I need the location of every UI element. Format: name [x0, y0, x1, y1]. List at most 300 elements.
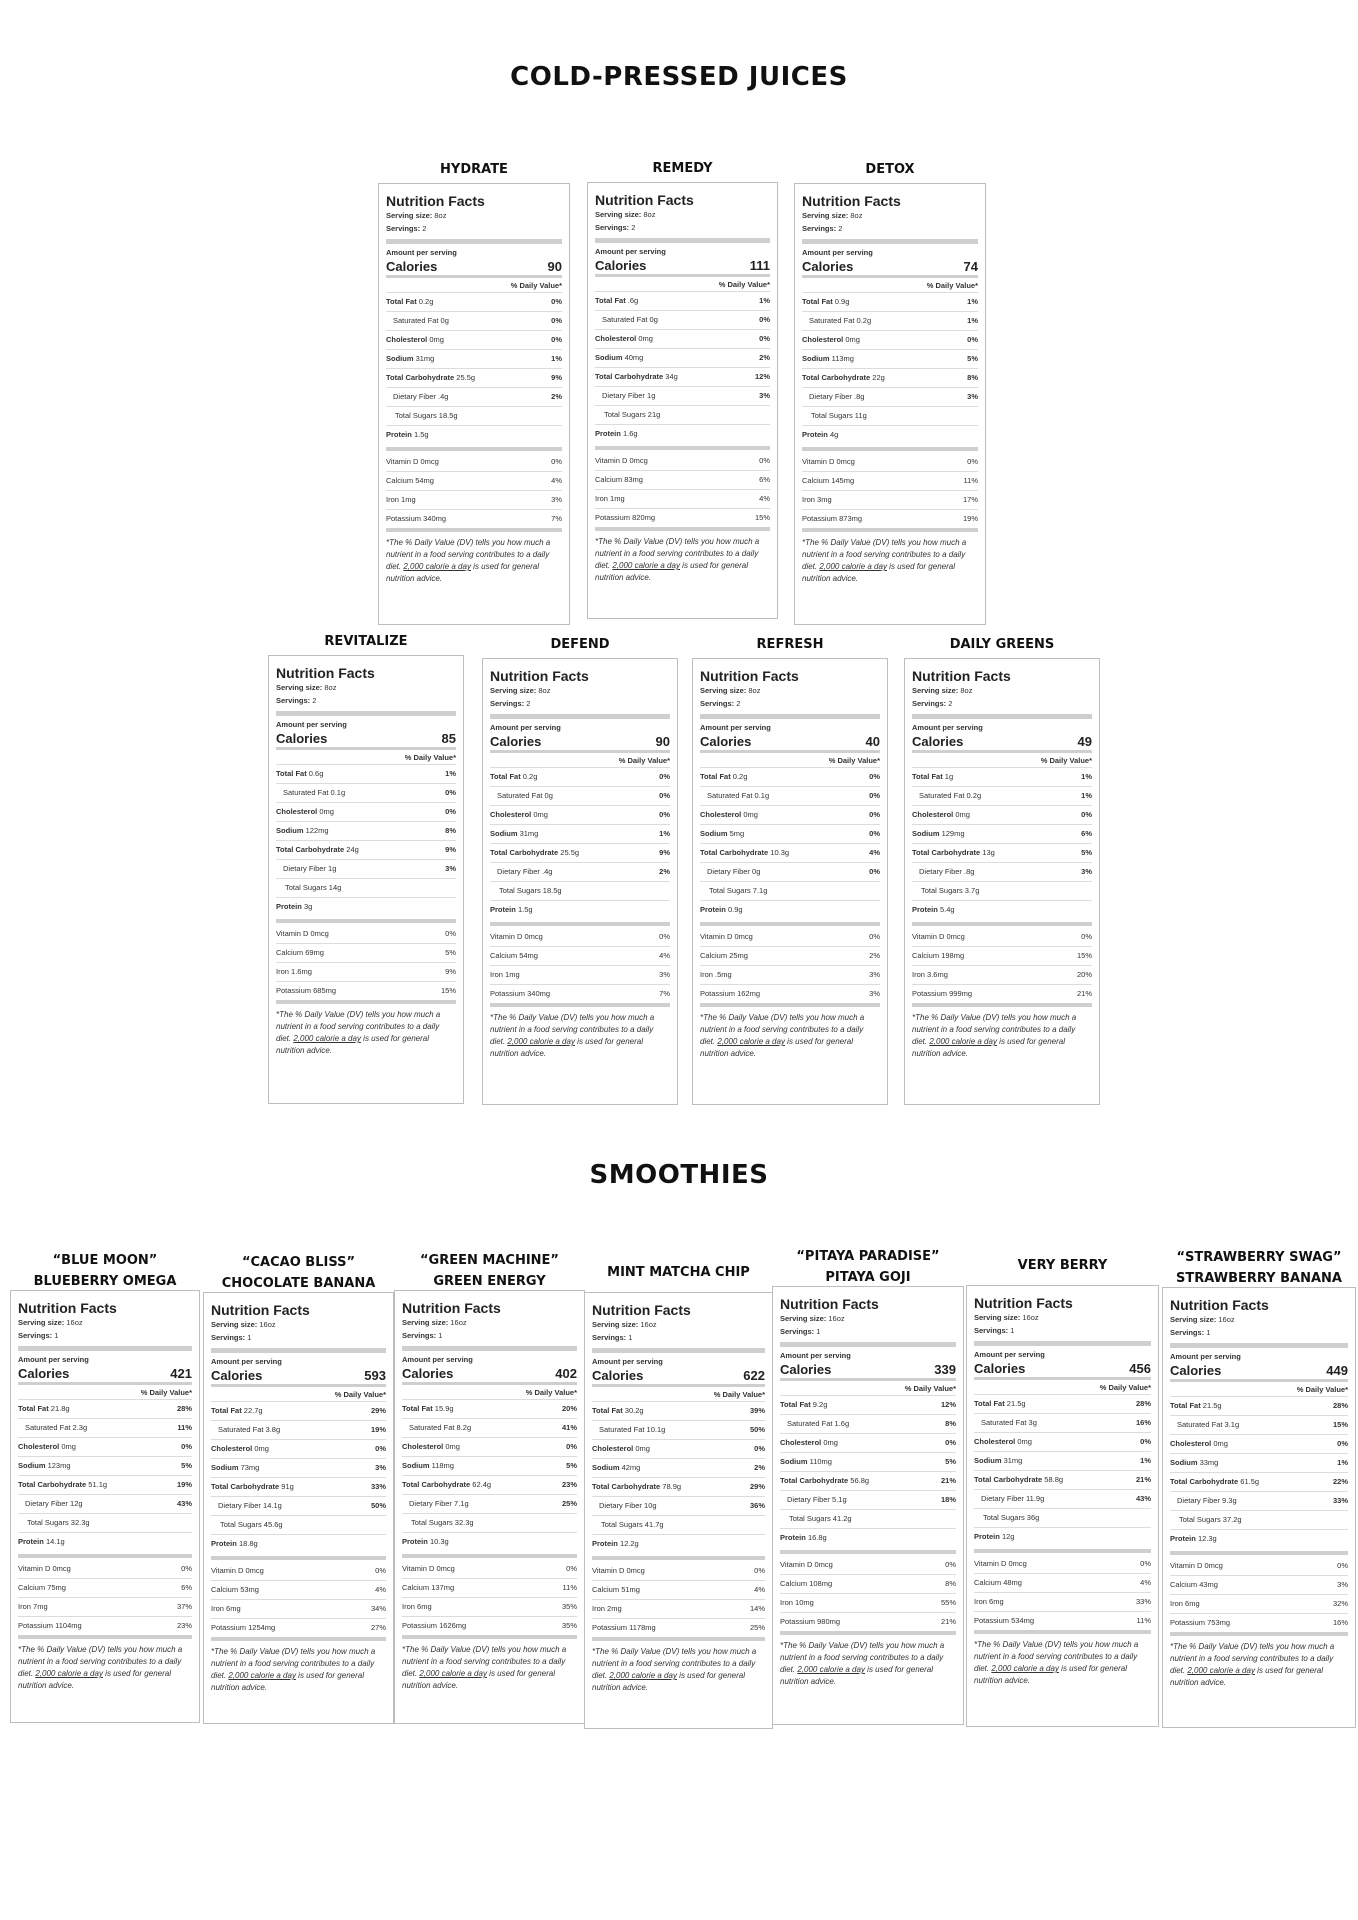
calories-row: [402, 1365, 577, 1382]
calories-row: [974, 1360, 1151, 1377]
amount-per-serving: Amount per serving: [1170, 1352, 1241, 1361]
calories-value: 90: [655, 734, 670, 749]
iron-row: Iron 1mg 3%: [490, 965, 670, 984]
calories-row: [912, 733, 1092, 750]
calories-row: [276, 730, 456, 747]
saturated-fat-row: Saturated Fat 0.2g 1%: [802, 311, 978, 330]
sodium-row: Sodium 42mg 2%: [592, 1458, 765, 1477]
nutrition-facts-panel: [378, 183, 570, 625]
calories-value: 622: [743, 1368, 765, 1383]
vitamin-d-row: Vitamin D 0mcg 0%: [386, 457, 562, 466]
cholesterol-row: Cholesterol 0mg 0%: [595, 329, 770, 348]
product-name: REFRESH: [756, 637, 824, 652]
product-card: [966, 1258, 1159, 1727]
sodium-row: Sodium 31mg 1%: [974, 1451, 1151, 1470]
calcium-row: Calcium 53mg 4%: [211, 1580, 386, 1599]
calcium-row: Calcium 25mg 2%: [700, 946, 880, 965]
potassium-row: Potassium 1626mg 35%: [402, 1616, 577, 1635]
vitamin-d-row: Vitamin D 0mcg 0%: [974, 1559, 1151, 1568]
vitamin-d-row: Vitamin D 0mcg 0%: [780, 1560, 956, 1569]
divider: [912, 922, 1092, 926]
total-fat-row: Total Fat 22.7g 29%: [211, 1401, 386, 1420]
product-card: [10, 1253, 200, 1723]
potassium-row: Potassium 340mg 7%: [490, 984, 670, 1003]
calcium-row: Calcium 43mg 3%: [1170, 1575, 1348, 1594]
divider: [490, 922, 670, 926]
serving-size-row: Serving size: 8oz: [490, 686, 551, 695]
calories-label: Calories: [802, 259, 854, 274]
serving-size-row: Serving size: 16oz: [402, 1318, 467, 1327]
product-card: [482, 637, 678, 1105]
divider: [700, 922, 880, 926]
daily-value-header: % Daily Value*: [1170, 1379, 1348, 1396]
calories-label: Calories: [18, 1366, 70, 1381]
calories-value: 339: [934, 1362, 956, 1377]
daily-value-footnote: *The % Daily Value (DV) tells you how much a nutrient in a food serving contributes to a daily diet. 2,000 calorie a day is used for general nutrition advice.: [974, 1630, 1151, 1687]
iron-row: Iron 1mg 3%: [386, 490, 562, 509]
vitamin-d-row: Vitamin D 0mcg 0%: [18, 1564, 192, 1573]
calcium-row: Calcium 137mg 11%: [402, 1578, 577, 1597]
daily-value-header: % Daily Value*: [402, 1382, 577, 1399]
servings-row: Servings: 1: [211, 1333, 252, 1342]
nutrition-facts-heading: Nutrition Facts: [780, 1296, 879, 1312]
total-carbohydrate-row: Total Carbohydrate 25.5g 9%: [490, 843, 670, 862]
cholesterol-row: Cholesterol 0mg 0%: [700, 805, 880, 824]
divider: [1170, 1551, 1348, 1555]
total-sugars-row: Total Sugars 32.3g: [402, 1513, 577, 1532]
divider: [592, 1348, 765, 1353]
iron-row: Iron 7mg 37%: [18, 1597, 192, 1616]
servings-row: Servings: 1: [18, 1331, 59, 1340]
daily-value-footnote: *The % Daily Value (DV) tells you how much a nutrient in a food serving contributes to a daily diet. 2,000 calorie a day is used for general nutrition advice.: [276, 1000, 456, 1057]
cholesterol-row: Cholesterol 0mg 0%: [802, 330, 978, 349]
calories-row: [595, 257, 770, 274]
total-sugars-row: Total Sugars 36g: [974, 1508, 1151, 1527]
calcium-row: Calcium 54mg 4%: [490, 946, 670, 965]
product-subtitle: BLUEBERRY OMEGA: [33, 1274, 177, 1289]
sodium-row: Sodium 123mg 5%: [18, 1456, 192, 1475]
product-card: [203, 1255, 394, 1724]
total-sugars-row: Total Sugars 3.7g: [912, 881, 1092, 900]
product-name: “GREEN MACHINE”: [420, 1253, 559, 1268]
iron-row: Iron 6mg 33%: [974, 1592, 1151, 1611]
nutrition-facts-panel: [904, 658, 1100, 1105]
servings-row: Servings: 2: [912, 699, 953, 708]
product-title: [1132, 1247, 1358, 1289]
serving-size-row: Serving size: 16oz: [780, 1314, 845, 1323]
calories-value: 456: [1129, 1361, 1151, 1376]
divider: [802, 447, 978, 451]
calories-label: Calories: [1170, 1363, 1222, 1378]
total-sugars-row: Total Sugars 41.7g: [592, 1515, 765, 1534]
divider: [276, 711, 456, 716]
nutrition-facts-heading: Nutrition Facts: [276, 665, 375, 681]
divider: [912, 714, 1092, 719]
servings-row: Servings: 2: [490, 699, 531, 708]
nutrition-facts-heading: Nutrition Facts: [974, 1295, 1073, 1311]
sodium-row: Sodium 5mg 0%: [700, 824, 880, 843]
product-card: [394, 1253, 585, 1724]
potassium-row: Potassium 1178mg 25%: [592, 1618, 765, 1637]
vitamin-d-row: Vitamin D 0mcg 0%: [592, 1566, 765, 1575]
dietary-fiber-row: Dietary Fiber 0g 0%: [700, 862, 880, 881]
divider: [490, 714, 670, 719]
total-fat-row: Total Fat 21.5g 28%: [1170, 1396, 1348, 1415]
serving-size-row: Serving size: 16oz: [1170, 1315, 1235, 1324]
calories-value: 40: [865, 734, 880, 749]
daily-value-footnote: *The % Daily Value (DV) tells you how much a nutrient in a food serving contributes to a daily diet. 2,000 calorie a day is used for general nutrition advice.: [402, 1635, 577, 1692]
dietary-fiber-row: Dietary Fiber 1g 3%: [276, 859, 456, 878]
iron-row: Iron 6mg 35%: [402, 1597, 577, 1616]
cholesterol-row: Cholesterol 0mg 0%: [974, 1432, 1151, 1451]
dietary-fiber-row: Dietary Fiber 1g 3%: [595, 386, 770, 405]
sodium-row: Sodium 113mg 5%: [802, 349, 978, 368]
divider: [386, 447, 562, 451]
vitamin-d-row: Vitamin D 0mcg 0%: [211, 1566, 386, 1575]
total-fat-row: Total Fat 15.9g 20%: [402, 1399, 577, 1418]
total-sugars-row: Total Sugars 14g: [276, 878, 456, 897]
daily-value-footnote: *The % Daily Value (DV) tells you how much a nutrient in a food serving contributes to a daily diet. 2,000 calorie a day is used for general nutrition advice.: [490, 1003, 670, 1060]
serving-size-row: Serving size: 8oz: [912, 686, 973, 695]
iron-row: Iron 3mg 17%: [802, 490, 978, 509]
vitamin-d-row: Vitamin D 0mcg 0%: [276, 929, 456, 938]
nutrition-facts-panel: [268, 655, 464, 1104]
daily-value-header: % Daily Value*: [974, 1377, 1151, 1394]
divider: [402, 1554, 577, 1558]
cholesterol-row: Cholesterol 0mg 0%: [18, 1437, 192, 1456]
nutrition-facts-heading: Nutrition Facts: [1170, 1297, 1269, 1313]
divider: [595, 446, 770, 450]
potassium-row: Potassium 753mg 16%: [1170, 1613, 1348, 1632]
saturated-fat-row: Saturated Fat 0.1g 0%: [276, 783, 456, 802]
amount-per-serving: Amount per serving: [490, 723, 561, 732]
calories-row: [386, 258, 562, 275]
daily-value-header: % Daily Value*: [490, 750, 670, 767]
cholesterol-row: Cholesterol 0mg 0%: [912, 805, 1092, 824]
total-carbohydrate-row: Total Carbohydrate 91g 33%: [211, 1477, 386, 1496]
servings-row: Servings: 2: [276, 696, 317, 705]
nutrition-facts-panel: [587, 182, 778, 619]
daily-value-header: % Daily Value*: [386, 275, 562, 292]
product-name: DEFEND: [550, 637, 610, 652]
servings-row: Servings: 1: [974, 1326, 1015, 1335]
product-name: “CACAO BLISS”: [241, 1255, 356, 1270]
calcium-row: Calcium 75mg 6%: [18, 1578, 192, 1597]
serving-size-row: Serving size: 16oz: [211, 1320, 276, 1329]
iron-row: Iron 6mg 34%: [211, 1599, 386, 1618]
calories-row: [700, 733, 880, 750]
nutrition-facts-heading: Nutrition Facts: [402, 1300, 501, 1316]
calories-row: [490, 733, 670, 750]
protein-row: Protein 14.1g: [18, 1532, 192, 1551]
divider: [211, 1556, 386, 1560]
dietary-fiber-row: Dietary Fiber 10g 36%: [592, 1496, 765, 1515]
daily-value-header: % Daily Value*: [276, 747, 456, 764]
total-fat-row: Total Fat 1g 1%: [912, 767, 1092, 786]
total-carbohydrate-row: Total Carbohydrate 13g 5%: [912, 843, 1092, 862]
daily-value-footnote: *The % Daily Value (DV) tells you how much a nutrient in a food serving contributes to a daily diet. 2,000 calorie a day is used for general nutrition advice.: [802, 528, 978, 585]
vitamin-d-row: Vitamin D 0mcg 0%: [700, 932, 880, 941]
nutrition-facts-heading: Nutrition Facts: [700, 668, 799, 684]
iron-row: Iron 1.6mg 9%: [276, 962, 456, 981]
protein-row: Protein 10.3g: [402, 1532, 577, 1551]
divider: [780, 1550, 956, 1554]
nutrition-facts-panel: [394, 1290, 585, 1724]
servings-row: Servings: 1: [1170, 1328, 1211, 1337]
nutrition-facts-heading: Nutrition Facts: [386, 193, 485, 209]
nutrition-facts-heading: Nutrition Facts: [802, 193, 901, 209]
calories-label: Calories: [700, 734, 752, 749]
servings-row: Servings: 2: [802, 224, 843, 233]
serving-size-row: Serving size: 8oz: [386, 211, 447, 220]
potassium-row: Potassium 999mg 21%: [912, 984, 1092, 1003]
dietary-fiber-row: Dietary Fiber 12g 43%: [18, 1494, 192, 1513]
sodium-row: Sodium 33mg 1%: [1170, 1453, 1348, 1472]
nutrition-facts-heading: Nutrition Facts: [490, 668, 589, 684]
juices-section-title: COLD-PRESSED JUICES: [510, 62, 848, 92]
calories-value: 421: [170, 1366, 192, 1381]
product-name: REVITALIZE: [324, 634, 408, 649]
serving-size-row: Serving size: 8oz: [595, 210, 656, 219]
protein-row: Protein 1.6g: [595, 424, 770, 443]
nutrition-facts-heading: Nutrition Facts: [912, 668, 1011, 684]
total-fat-row: Total Fat 0.2g 0%: [490, 767, 670, 786]
total-fat-row: Total Fat 0.2g 0%: [386, 292, 562, 311]
total-fat-row: Total Fat 0.6g 1%: [276, 764, 456, 783]
nutrition-facts-heading: Nutrition Facts: [595, 192, 694, 208]
calories-label: Calories: [595, 258, 647, 273]
product-name: MINT MATCHA CHIP: [607, 1265, 750, 1280]
total-sugars-row: Total Sugars 18.5g: [490, 881, 670, 900]
calories-label: Calories: [402, 1366, 454, 1381]
nutrition-facts-panel: [10, 1290, 200, 1723]
divider: [211, 1348, 386, 1353]
protein-row: Protein 12.2g: [592, 1534, 765, 1553]
amount-per-serving: Amount per serving: [276, 720, 347, 729]
daily-value-header: % Daily Value*: [592, 1384, 765, 1401]
dietary-fiber-row: Dietary Fiber .8g 3%: [912, 862, 1092, 881]
protein-row: Protein 18.8g: [211, 1534, 386, 1553]
calories-row: [211, 1367, 386, 1384]
potassium-row: Potassium 162mg 3%: [700, 984, 880, 1003]
divider: [700, 714, 880, 719]
divider: [1170, 1343, 1348, 1348]
amount-per-serving: Amount per serving: [402, 1355, 473, 1364]
protein-row: Protein 0.9g: [700, 900, 880, 919]
saturated-fat-row: Saturated Fat 10.1g 50%: [592, 1420, 765, 1439]
cholesterol-row: Cholesterol 0mg 0%: [386, 330, 562, 349]
sodium-row: Sodium 40mg 2%: [595, 348, 770, 367]
product-card: [1162, 1250, 1356, 1728]
sodium-row: Sodium 129mg 6%: [912, 824, 1092, 843]
total-sugars-row: Total Sugars 18.5g: [386, 406, 562, 425]
protein-row: Protein 1.5g: [386, 425, 562, 444]
servings-row: Servings: 2: [386, 224, 427, 233]
divider: [595, 238, 770, 243]
daily-value-footnote: *The % Daily Value (DV) tells you how much a nutrient in a food serving contributes to a daily diet. 2,000 calorie a day is used for general nutrition advice.: [595, 527, 770, 584]
nutrition-facts-panel: [966, 1285, 1159, 1727]
total-carbohydrate-row: Total Carbohydrate 34g 12%: [595, 367, 770, 386]
potassium-row: Potassium 980mg 21%: [780, 1612, 956, 1631]
calcium-row: Calcium 198mg 15%: [912, 946, 1092, 965]
daily-value-header: % Daily Value*: [780, 1378, 956, 1395]
amount-per-serving: Amount per serving: [802, 248, 873, 257]
nutrition-facts-heading: Nutrition Facts: [211, 1302, 310, 1318]
sodium-row: Sodium 118mg 5%: [402, 1456, 577, 1475]
amount-per-serving: Amount per serving: [780, 1351, 851, 1360]
dietary-fiber-row: Dietary Fiber 11.9g 43%: [974, 1489, 1151, 1508]
saturated-fat-row: Saturated Fat 2.3g 11%: [18, 1418, 192, 1437]
nutrition-facts-panel: [584, 1292, 773, 1729]
calories-label: Calories: [211, 1368, 263, 1383]
cholesterol-row: Cholesterol 0mg 0%: [1170, 1434, 1348, 1453]
daily-value-header: % Daily Value*: [211, 1384, 386, 1401]
servings-row: Servings: 1: [402, 1331, 443, 1340]
total-sugars-row: Total Sugars 21g: [595, 405, 770, 424]
potassium-row: Potassium 873mg 19%: [802, 509, 978, 528]
cholesterol-row: Cholesterol 0mg 0%: [211, 1439, 386, 1458]
divider: [780, 1342, 956, 1347]
calories-label: Calories: [780, 1362, 832, 1377]
servings-row: Servings: 2: [700, 699, 741, 708]
dietary-fiber-row: Dietary Fiber .8g 3%: [802, 387, 978, 406]
product-card: [268, 634, 464, 1104]
calories-row: [802, 258, 978, 275]
calories-label: Calories: [912, 734, 964, 749]
daily-value-footnote: *The % Daily Value (DV) tells you how much a nutrient in a food serving contributes to a daily diet. 2,000 calorie a day is used for general nutrition advice.: [1170, 1632, 1348, 1689]
total-fat-row: Total Fat 9.2g 12%: [780, 1395, 956, 1414]
product-card: [378, 162, 570, 625]
serving-size-row: Serving size: 8oz: [700, 686, 761, 695]
calories-label: Calories: [386, 259, 438, 274]
daily-value-footnote: *The % Daily Value (DV) tells you how much a nutrient in a food serving contributes to a daily diet. 2,000 calorie a day is used for general nutrition advice.: [211, 1637, 386, 1694]
sodium-row: Sodium 31mg 1%: [386, 349, 562, 368]
daily-value-footnote: *The % Daily Value (DV) tells you how much a nutrient in a food serving contributes to a daily diet. 2,000 calorie a day is used for general nutrition advice.: [386, 528, 562, 585]
total-sugars-row: Total Sugars 11g: [802, 406, 978, 425]
cholesterol-row: Cholesterol 0mg 0%: [780, 1433, 956, 1452]
total-carbohydrate-row: Total Carbohydrate 58.8g 21%: [974, 1470, 1151, 1489]
cholesterol-row: Cholesterol 0mg 0%: [276, 802, 456, 821]
nutrition-facts-panel: [692, 658, 888, 1105]
calcium-row: Calcium 145mg 11%: [802, 471, 978, 490]
servings-row: Servings: 1: [780, 1327, 821, 1336]
total-carbohydrate-row: Total Carbohydrate 10.3g 4%: [700, 843, 880, 862]
protein-row: Protein 12.3g: [1170, 1529, 1348, 1548]
iron-row: Iron 6mg 32%: [1170, 1594, 1348, 1613]
daily-value-header: % Daily Value*: [18, 1382, 192, 1399]
total-fat-row: Total Fat .6g 1%: [595, 291, 770, 310]
calories-row: [18, 1365, 192, 1382]
nutrition-facts-heading: Nutrition Facts: [18, 1300, 117, 1316]
potassium-row: Potassium 1254mg 27%: [211, 1618, 386, 1637]
nutrition-facts-panel: [794, 183, 986, 625]
calories-row: [1170, 1362, 1348, 1379]
product-card: [587, 161, 778, 619]
calories-row: [592, 1367, 765, 1384]
calories-value: 593: [364, 1368, 386, 1383]
smoothies-section-title: SMOOTHIES: [589, 1160, 769, 1190]
calories-value: 402: [555, 1366, 577, 1381]
product-subtitle: PITAYA GOJI: [825, 1270, 911, 1285]
product-name: “STRAWBERRY SWAG”: [1176, 1250, 1342, 1265]
product-card: [794, 162, 986, 625]
dietary-fiber-row: Dietary Fiber 14.1g 50%: [211, 1496, 386, 1515]
amount-per-serving: Amount per serving: [974, 1350, 1045, 1359]
daily-value-footnote: *The % Daily Value (DV) tells you how much a nutrient in a food serving contributes to a daily diet. 2,000 calorie a day is used for general nutrition advice.: [592, 1637, 765, 1694]
vitamin-d-row: Vitamin D 0mcg 0%: [595, 456, 770, 465]
product-title: [874, 634, 1130, 655]
nutrition-facts-panel: [1162, 1287, 1356, 1728]
saturated-fat-row: Saturated Fat 0.2g 1%: [912, 786, 1092, 805]
cholesterol-row: Cholesterol 0mg 0%: [592, 1439, 765, 1458]
product-subtitle: CHOCOLATE BANANA: [221, 1276, 376, 1291]
total-fat-row: Total Fat 0.9g 1%: [802, 292, 978, 311]
total-sugars-row: Total Sugars 41.2g: [780, 1509, 956, 1528]
calories-label: Calories: [974, 1361, 1026, 1376]
amount-per-serving: Amount per serving: [18, 1355, 89, 1364]
potassium-row: Potassium 340mg 7%: [386, 509, 562, 528]
total-carbohydrate-row: Total Carbohydrate 24g 9%: [276, 840, 456, 859]
potassium-row: Potassium 534mg 11%: [974, 1611, 1151, 1630]
iron-row: Iron 3.6mg 20%: [912, 965, 1092, 984]
calories-value: 449: [1326, 1363, 1348, 1378]
dietary-fiber-row: Dietary Fiber 5.1g 18%: [780, 1490, 956, 1509]
total-carbohydrate-row: Total Carbohydrate 78.9g 29%: [592, 1477, 765, 1496]
amount-per-serving: Amount per serving: [211, 1357, 282, 1366]
divider: [592, 1556, 765, 1560]
calcium-row: Calcium 108mg 8%: [780, 1574, 956, 1593]
daily-value-header: % Daily Value*: [912, 750, 1092, 767]
calories-value: 90: [547, 259, 562, 274]
calories-value: 111: [749, 258, 770, 273]
saturated-fat-row: Saturated Fat 0.1g 0%: [700, 786, 880, 805]
serving-size-row: Serving size: 16oz: [592, 1320, 657, 1329]
nutrition-facts-panel: [772, 1286, 964, 1725]
daily-value-header: % Daily Value*: [802, 275, 978, 292]
calories-value: 85: [441, 731, 456, 746]
calcium-row: Calcium 69mg 5%: [276, 943, 456, 962]
product-subtitle: GREEN ENERGY: [433, 1274, 546, 1289]
potassium-row: Potassium 685mg 15%: [276, 981, 456, 1000]
protein-row: Protein 4g: [802, 425, 978, 444]
calories-value: 49: [1077, 734, 1092, 749]
product-card: [692, 637, 888, 1105]
cholesterol-row: Cholesterol 0mg 0%: [490, 805, 670, 824]
saturated-fat-row: Saturated Fat 8.2g 41%: [402, 1418, 577, 1437]
protein-row: Protein 12g: [974, 1527, 1151, 1546]
product-card: [584, 1265, 773, 1729]
amount-per-serving: Amount per serving: [912, 723, 983, 732]
product-name: HYDRATE: [440, 162, 508, 177]
servings-row: Servings: 2: [595, 223, 636, 232]
vitamin-d-row: Vitamin D 0mcg 0%: [1170, 1561, 1348, 1570]
serving-size-row: Serving size: 8oz: [802, 211, 863, 220]
dietary-fiber-row: Dietary Fiber 9.3g 33%: [1170, 1491, 1348, 1510]
divider: [802, 239, 978, 244]
potassium-row: Potassium 820mg 15%: [595, 508, 770, 527]
vitamin-d-row: Vitamin D 0mcg 0%: [490, 932, 670, 941]
product-name: DETOX: [865, 162, 915, 177]
product-card: [904, 637, 1100, 1105]
calcium-row: Calcium 83mg 6%: [595, 470, 770, 489]
iron-row: Iron 1mg 4%: [595, 489, 770, 508]
calcium-row: Calcium 48mg 4%: [974, 1573, 1151, 1592]
nutrition-facts-panel: [482, 658, 678, 1105]
vitamin-d-row: Vitamin D 0mcg 0%: [802, 457, 978, 466]
product-name: “BLUE MOON”: [52, 1253, 158, 1268]
total-carbohydrate-row: Total Carbohydrate 25.5g 9%: [386, 368, 562, 387]
sodium-row: Sodium 73mg 3%: [211, 1458, 386, 1477]
